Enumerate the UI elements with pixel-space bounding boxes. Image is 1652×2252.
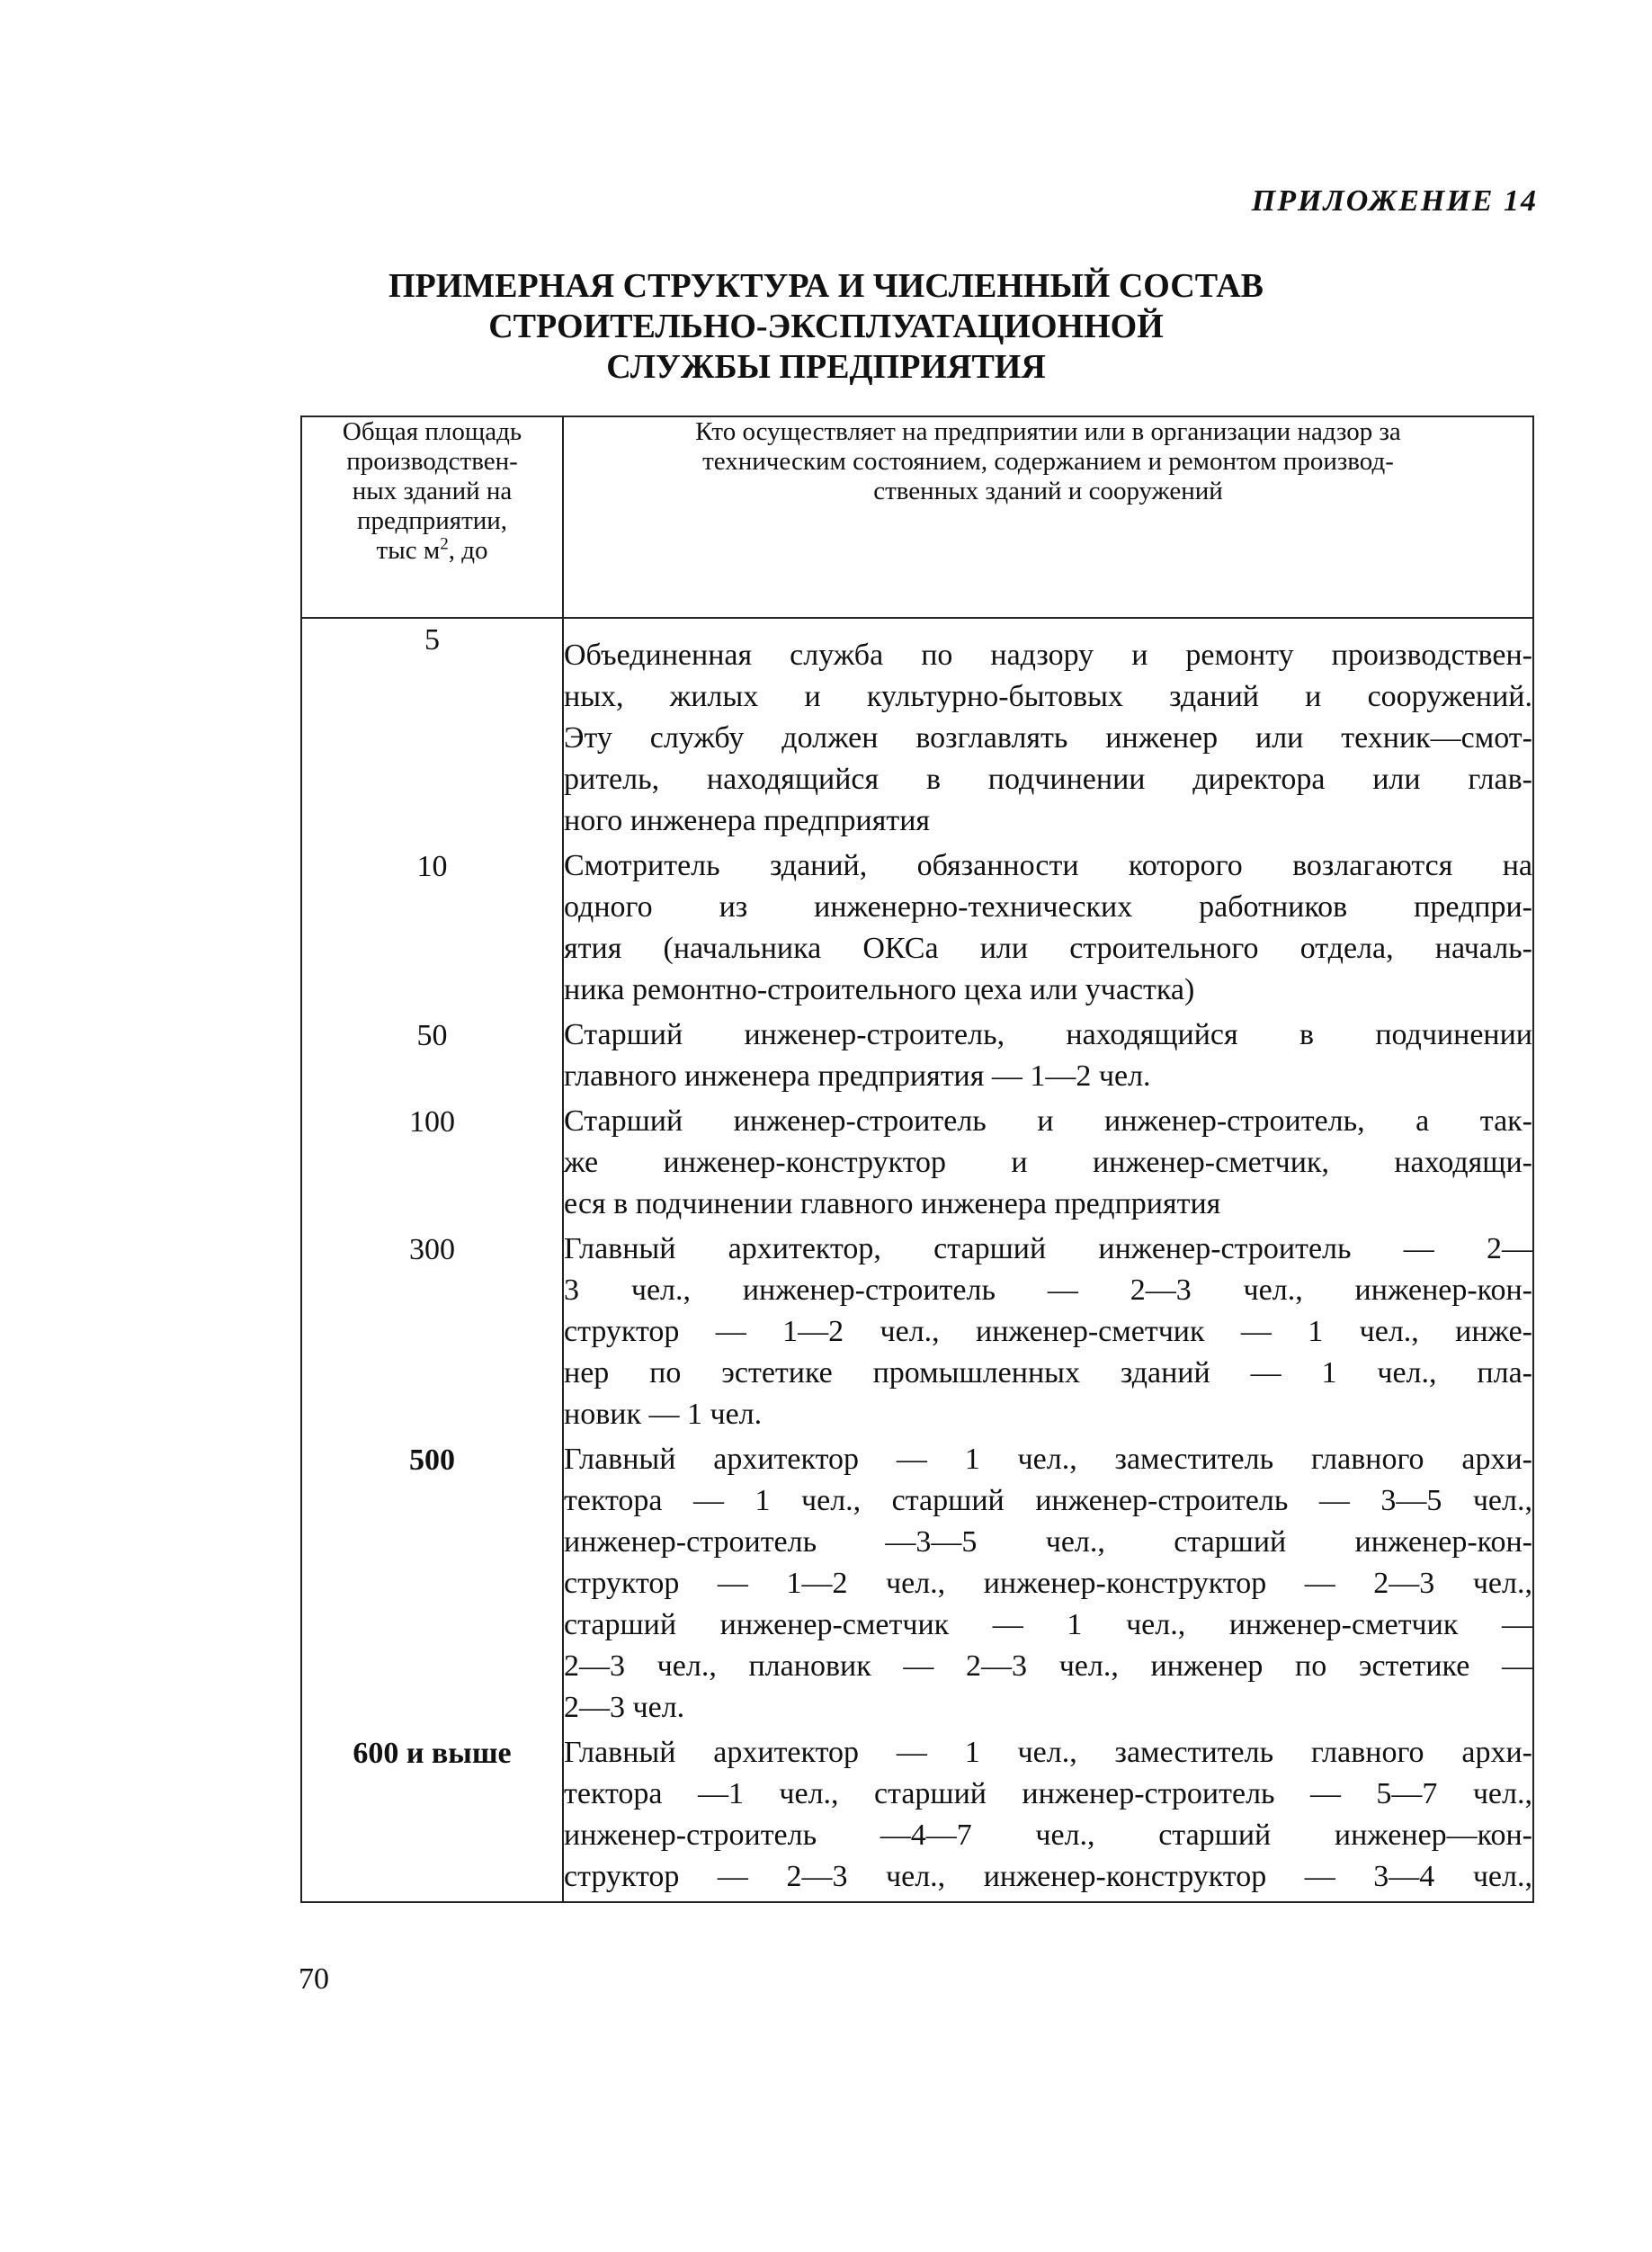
table-row xyxy=(301,1732,1533,1902)
description-cell xyxy=(563,1101,1533,1229)
title-line: ПРИМЕРНАЯ СТРУКТУРА И ЧИСЛЕННЫЙ СОСТАВ xyxy=(388,267,1264,305)
description-line: одного из инженерно-технических работников предпри- xyxy=(564,890,1532,924)
description-line: еся в подчинении главного инженера предприятия xyxy=(564,1187,1221,1220)
description-line: тектора — 1 чел., старший инженер-строитель — 3—5 чел., xyxy=(564,1484,1532,1517)
title-line: СТРОИТЕЛЬНО-ЭКСПЛУАТАЦИОННОЙ xyxy=(488,308,1164,345)
staffing-table xyxy=(300,416,1534,1903)
description-line: ятия (начальника ОКСа или строительного отдела, началь- xyxy=(564,932,1532,965)
header-units-text: тыс м xyxy=(376,536,441,565)
description-line: ного инженера предприятия xyxy=(564,804,931,837)
description-line: ритель, находящийся в подчинении директора или глав- xyxy=(564,763,1532,796)
description-line: Главный архитектор, старший инженер-строитель — 2— xyxy=(564,1232,1532,1265)
appendix-label: ПРИЛОЖЕНИЕ 14 xyxy=(1251,184,1538,218)
table-row xyxy=(301,1439,1533,1732)
area-cell: 300 xyxy=(301,1229,563,1439)
description-line: 3 чел., инженер-строитель — 2—3 чел., инженер-кон- xyxy=(564,1273,1532,1307)
description-line: Главный архитектор — 1 чел., заместитель главного архи- xyxy=(564,1443,1532,1476)
description-line: главного инженера предприятия — 1—2 чел. xyxy=(564,1059,1151,1093)
header-units-suffix: , до xyxy=(448,536,488,565)
table-header-row xyxy=(301,416,1533,618)
table-row xyxy=(301,1014,1533,1101)
table-row xyxy=(301,845,1533,1014)
description-line: Смотритель зданий, обязанности которого возлагаются на xyxy=(564,849,1532,882)
header-line: Общая площадь xyxy=(342,417,522,446)
header-units-line xyxy=(302,536,562,566)
area-cell: 600 и выше xyxy=(301,1732,563,1902)
header-line: ных зданий на xyxy=(352,477,513,505)
description-cell xyxy=(563,1732,1533,1902)
area-cell: 5 xyxy=(301,618,563,845)
title-line: СЛУЖБЫ ПРЕДПРИЯТИЯ xyxy=(606,348,1046,386)
description-cell xyxy=(563,1014,1533,1101)
header-line: производствен- xyxy=(346,447,518,476)
header-line: предприятии, xyxy=(356,506,508,535)
description-line: старший инженер-сметчик — 1 чел., инженер-сметчик — xyxy=(564,1608,1532,1641)
header-line: ственных зданий и сооружений xyxy=(873,477,1223,505)
area-cell: 500 xyxy=(301,1439,563,1732)
header-units-superscript: 2 xyxy=(440,534,449,554)
page-number: 70 xyxy=(299,1962,329,1996)
description-cell xyxy=(563,618,1533,845)
description-line: Объединенная служба по надзору и ремонту производствен- xyxy=(564,639,1532,672)
description-line: Старший инженер-строитель и инженер-строитель, а так- xyxy=(564,1104,1532,1138)
description-line: структор — 1—2 чел., инженер-конструктор — 2—3 чел., xyxy=(564,1567,1532,1600)
description-line: нер по эстетике промышленных зданий — 1 чел., пла- xyxy=(564,1356,1532,1390)
description-line: ника ремонтно-строительного цеха или участка) xyxy=(564,973,1195,1006)
table-row xyxy=(301,1101,1533,1229)
description-line: инженер-строитель —4—7 чел., старший инженер—кон- xyxy=(564,1819,1532,1852)
area-cell: 10 xyxy=(301,845,563,1014)
table-row xyxy=(301,1229,1533,1439)
header-responsible-column xyxy=(563,416,1533,618)
description-line: новик — 1 чел. xyxy=(564,1398,763,1431)
description-line: Главный архитектор — 1 чел., заместитель главного архи- xyxy=(564,1736,1532,1769)
description-line: структор — 1—2 чел., инженер-сметчик — 1 чел., инже- xyxy=(564,1315,1532,1348)
header-area-column xyxy=(301,416,563,618)
description-line: же инженер-конструктор и инженер-сметчик, находящи- xyxy=(564,1146,1532,1179)
description-line: 2—3 чел. xyxy=(564,1691,685,1724)
description-line: Старший инженер-строитель, находящийся в подчинении xyxy=(564,1018,1532,1051)
description-line: тектора —1 чел., старший инженер-строитель — 5—7 чел., xyxy=(564,1777,1532,1810)
table-row xyxy=(301,618,1533,845)
description-line: структор — 2—3 чел., инженер-конструктор — 3—4 чел., xyxy=(564,1860,1532,1893)
description-line: инженер-строитель —3—5 чел., старший инженер-кон- xyxy=(564,1525,1532,1559)
description-cell xyxy=(563,1229,1533,1439)
description-cell xyxy=(563,845,1533,1014)
header-line: техническим состоянием, содержанием и ремонтом производ- xyxy=(702,447,1394,476)
description-line: ных, жилых и культурно-бытовых зданий и сооружений. xyxy=(564,680,1532,713)
description-cell xyxy=(563,1439,1533,1732)
area-cell: 100 xyxy=(301,1101,563,1229)
document-title xyxy=(270,266,1382,388)
area-cell: 50 xyxy=(301,1014,563,1101)
description-line: Эту службу должен возглавлять инженер или техник—смот- xyxy=(564,721,1532,755)
description-line: 2—3 чел., плановик — 2—3 чел., инженер по эстетике — xyxy=(564,1649,1532,1683)
header-line: Кто осуществляет на предприятии или в организации надзор за xyxy=(695,417,1401,446)
